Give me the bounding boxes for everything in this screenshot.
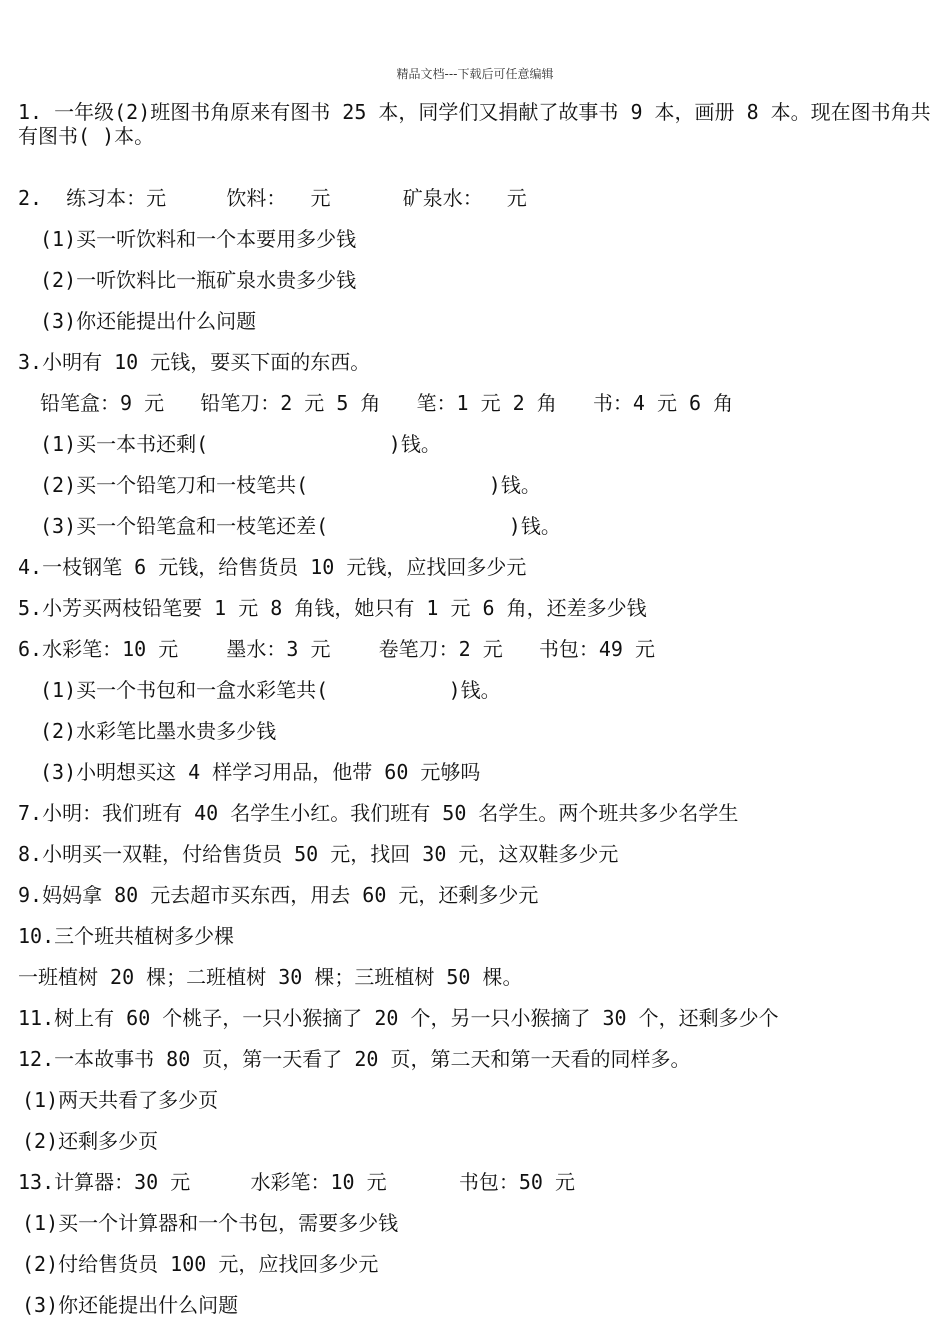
question-5: 5.小芳买两枝铅笔要 1 元 8 角钱，她只有 1 元 6 角，还差多少钱 (18, 596, 647, 620)
question-3-sub-2: (2)买一个铅笔刀和一枝笔共( )钱。 (40, 473, 541, 497)
question-6-sub-2: (2)水彩笔比墨水贵多少钱 (40, 719, 277, 743)
question-3-sub-1: (1)买一本书还剩( )钱。 (40, 432, 441, 456)
question-6-sub-3: (3)小明想买这 4 样学习用品，他带 60 元够吗 (40, 760, 481, 784)
question-10-detail: 一班植树 20 棵；二班植树 30 棵；三班植树 50 棵。 (18, 965, 523, 989)
question-12-sub-1: (1)两天共看了多少页 (22, 1088, 219, 1112)
question-12-sub-2: (2)还剩多少页 (22, 1129, 159, 1153)
question-13-sub-1: (1)买一个计算器和一个书包，需要多少钱 (22, 1211, 399, 1235)
question-13-sub-2: (2)付给售货员 100 元，应找回多少元 (22, 1252, 379, 1276)
question-6: 6.水彩笔：10 元 墨水：3 元 卷笔刀：2 元 书包：49 元 (18, 637, 655, 661)
document-body (18, 100, 938, 1334)
question-2: 2. 练习本：元 饮料： 元 矿泉水： 元 (18, 186, 527, 210)
question-9: 9.妈妈拿 80 元去超市买东西，用去 60 元，还剩多少元 (18, 883, 539, 907)
page-header: 精品文档---下载后可任意编辑 (396, 67, 554, 81)
question-2-sub-3: (3)你还能提出什么问题 (40, 309, 257, 333)
question-1: 1. 一年级(2)班图书角原来有图书 25 本，同学们又捐献了故事书 9 本，画册 8 本。现在图书角共有图书( )本。 (18, 100, 931, 148)
question-4: 4.一枝钢笔 6 元钱，给售货员 10 元钱，应找回多少元 (18, 555, 527, 579)
question-2-sub-1: (1)买一听饮料和一个本要用多少钱 (40, 227, 357, 251)
question-3-sub-3: (3)买一个铅笔盒和一枝笔还差( )钱。 (40, 514, 561, 538)
question-8: 8.小明买一双鞋，付给售货员 50 元，找回 30 元，这双鞋多少元 (18, 842, 619, 866)
question-3: 3.小明有 10 元钱，要买下面的东西。 (18, 350, 371, 374)
question-13: 13.计算器：30 元 水彩笔：10 元 书包：50 元 (18, 1170, 575, 1194)
question-3-price-list: 铅笔盒：9 元 铅笔刀：2 元 5 角 笔：1 元 2 角 书：4 元 6 角 (40, 391, 734, 415)
question-2-sub-2: (2)一听饮料比一瓶矿泉水贵多少钱 (40, 268, 357, 292)
question-10: 10.三个班共植树多少棵 (18, 924, 235, 948)
question-12: 12.一本故事书 80 页，第一天看了 20 页，第二天和第一天看的同样多。 (18, 1047, 691, 1071)
question-7: 7.小明：我们班有 40 名学生小红。我们班有 50 名学生。两个班共多少名学生 (18, 801, 739, 825)
question-6-sub-1: (1)买一个书包和一盒水彩笔共( )钱。 (40, 678, 501, 702)
question-11: 11.树上有 60 个桃子，一只小猴摘了 20 个，另一只小猴摘了 30 个，还剩多少个 (18, 1006, 779, 1030)
question-13-sub-3: (3)你还能提出什么问题 (22, 1293, 239, 1317)
